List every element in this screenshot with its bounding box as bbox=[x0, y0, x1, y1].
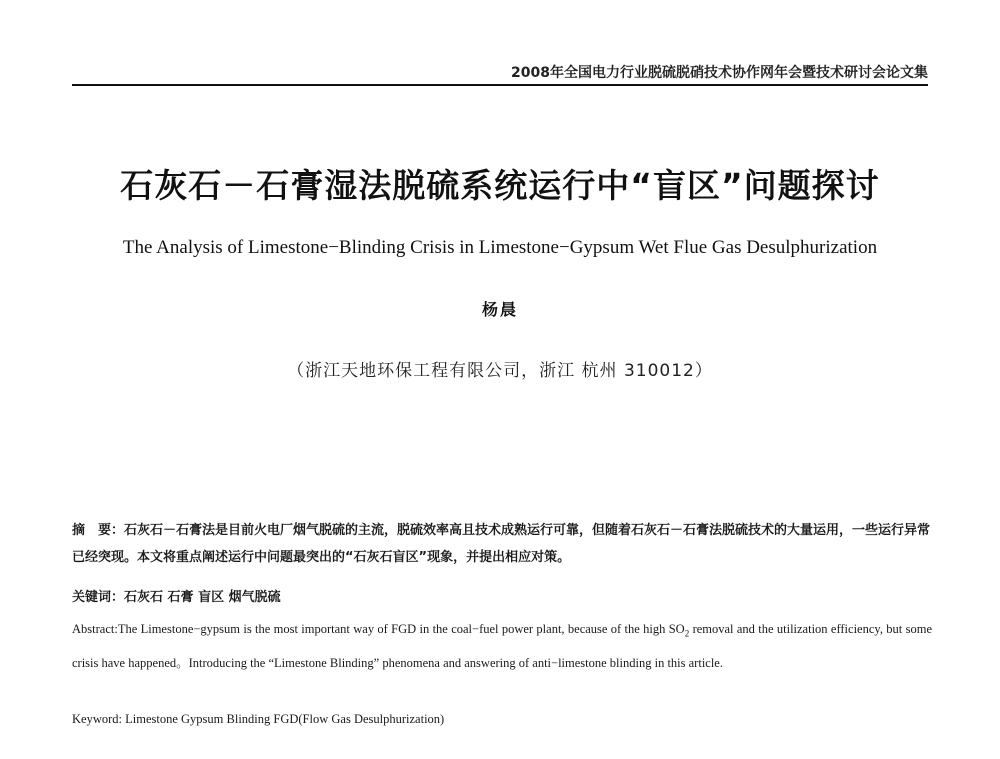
author-name: 杨晨 bbox=[481, 300, 518, 319]
abstract-english-label: Abstract: bbox=[72, 622, 118, 636]
keywords-chinese-text: 石灰石 石膏 盲区 烟气脱硫 bbox=[124, 590, 281, 605]
paper-title-chinese: 石灰石－石膏湿法脱硫系统运行中“盲区”问题探讨 bbox=[120, 166, 880, 205]
header-rule bbox=[72, 84, 928, 86]
author-affiliation: （浙江天地环保工程有限公司，浙江 杭州 310012） bbox=[287, 361, 713, 381]
keywords-english bbox=[72, 712, 932, 727]
keywords-english-label: Keyword: bbox=[72, 712, 122, 726]
keywords-chinese bbox=[72, 586, 932, 605]
keywords-english-text: Limestone Gypsum Blinding FGD(Flow Gas Desulphurization) bbox=[122, 712, 445, 726]
paper-title-english: The Analysis of Limestone−Blinding Crisis in Limestone−Gypsum Wet Flue Gas Desulphurization bbox=[122, 237, 878, 258]
abstract-chinese-text: 石灰石－石膏法是目前火电厂烟气脱硫的主流，脱硫效率高且技术成熟运行可靠，但随着石灰石－石膏法脱硫技术的大量运用，一些运行异常已经突现。本文将重点阐述运行中问题最突出的“石灰石盲区”现象，并提出相应对策。 bbox=[72, 523, 931, 565]
keywords-chinese-label: 关键词： bbox=[72, 590, 125, 605]
abstract-english-text-part1: The Limestone−gypsum is the most important way of FGD in the coal−fuel power plant, because of the high SO bbox=[117, 622, 685, 636]
abstract-english-text-part2: removal and the utilization efficiency, but some crisis have happened。Introducing the “Limestone Blinding” phenomena and answering of anti−limestone blinding in this article. bbox=[72, 622, 932, 670]
abstract-chinese bbox=[72, 517, 932, 571]
abstract-english bbox=[72, 615, 932, 678]
abstract-english-subscript: 2 bbox=[684, 628, 690, 639]
abstract-chinese-label: 摘 要： bbox=[72, 523, 125, 538]
running-header: 2008年全国电力行业脱硫脱硝技术协作网年会暨技术研讨会论文集 bbox=[511, 65, 928, 81]
